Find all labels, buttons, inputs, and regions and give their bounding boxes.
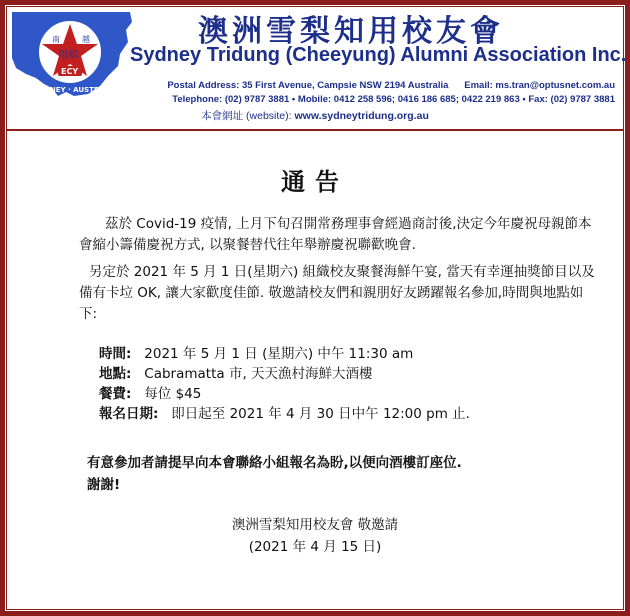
time-value: 2021 年 5 月 1 日 (星期六) 中午 11:30 am (144, 346, 414, 362)
postal-email-line (95, 80, 615, 91)
registration-label: 報名日期: (99, 406, 159, 422)
postal-value: 35 First Avenue, Campsie NSW 2194 Australia (241, 80, 449, 91)
registration-value: 即日起至 2021 年 4 月 30 日中午 12:00 pm 止. (171, 406, 470, 422)
association-english-name: Sydney Tridung (Cheeyung) Alumni Association Inc. (130, 44, 627, 66)
mobile-value: 0412 258 596; 0416 186 685; 0422 219 863 (333, 94, 520, 105)
postal-label: Postal Address: (167, 80, 240, 91)
logo-top-text: 南 (52, 35, 60, 44)
time-label: 時間: (99, 346, 132, 362)
notice-title: 通告 (281, 168, 349, 196)
website-line (0, 108, 630, 123)
notice-paragraph-2: 另定於 2021 年 5 月 1 日(星期六) 組織校友聚餐海鮮午宴, 當天有幸運抽獎節目以及備有卡垃 OK, 讓大家歡度佳節. 敬邀請校友們和親朋好友踴躍報名參加,時間與地點如下: (79, 264, 595, 322)
telephone-label: Telephone: (172, 94, 223, 105)
header-divider (7, 129, 623, 131)
logo-center-text: 用知 (58, 50, 78, 61)
fax-value: (02) 9787 3881 (550, 94, 615, 105)
logo-badge-text: ECY (61, 67, 79, 76)
signature: 澳洲雪梨知用校友會 敬邀請 (231, 517, 399, 533)
logo-top-text-2: 越 (82, 35, 90, 44)
detail-row-fee (99, 384, 470, 404)
fee-label: 餐費: (99, 386, 132, 402)
phone-line: Telephone: (02) 9787 3881 • Mobile: 0412 258 596; 0416 186 685; 0422 219 863 • Fax: (02) 9787 3881 (172, 94, 615, 105)
email-value[interactable]: ms.tran@optusnet.com.au (495, 80, 615, 91)
location-label: 地點: (99, 366, 132, 382)
telephone-value: (02) 9787 3881 (224, 94, 290, 105)
email-label: Email: (464, 80, 493, 91)
event-details (99, 344, 470, 424)
association-chinese-name: 澳洲雪梨知用校友會 (198, 14, 504, 49)
fax-label: Fax: (528, 94, 548, 105)
website-label: 本會網址 (website): (201, 110, 292, 122)
logo-bottom-text: SYDNEY · AUSTRALIA (34, 86, 118, 94)
location-value: Cabramatta 市, 天天漁村海鮮大酒樓 (144, 366, 373, 382)
closing-line-1: 有意參加者請提早向本會聯絡小組報名為盼,以便向酒樓訂座位. (87, 455, 462, 471)
notice-paragraph-1: 茲於 Covid-19 疫情, 上月下旬召開常務理事會經過商討後,決定今年慶祝母親節本會縮小籌備慶祝方式, 以聚餐替代往年舉辦慶祝聯歡晚會. (79, 216, 592, 253)
notice-date: (2021 年 4 月 15 日) (248, 539, 382, 555)
fee-value: 每位 $45 (144, 386, 202, 402)
detail-row-location (99, 364, 470, 384)
signature-block (0, 514, 630, 558)
website-link[interactable]: www.sydneytridung.org.au (294, 110, 429, 122)
detail-row-time (99, 344, 470, 364)
closing-message (87, 452, 462, 496)
mobile-label: Mobile: (297, 94, 332, 105)
closing-line-2: 謝謝! (87, 477, 121, 493)
detail-row-registration (99, 404, 470, 424)
